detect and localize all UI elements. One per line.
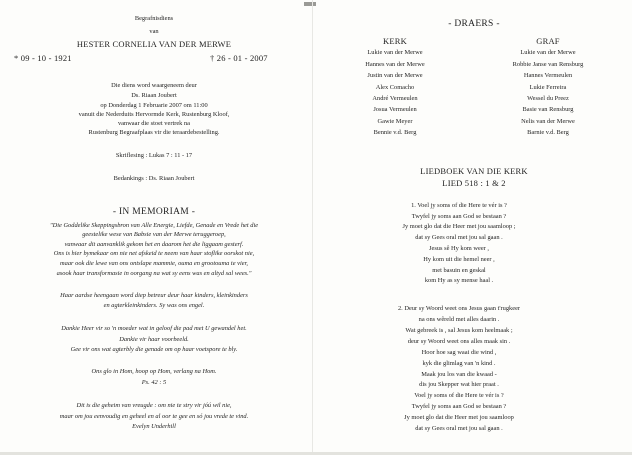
hymn-line: kyk die glimlag van 'n kind .	[422, 360, 496, 367]
hymn-line: Jesus sê Hy kom weer ,	[429, 245, 489, 252]
hymn-line: Maak jou los van die kwaad -	[421, 371, 497, 378]
service-line: vanwaar die stoet vertrek na	[117, 120, 191, 127]
page-fold	[312, 0, 313, 455]
hymn-line: Hy kom uit die hemel neer ,	[423, 256, 495, 263]
memoriam-line: Ons glo in Hom, hoop op Hom, verlang na Hom.	[91, 368, 217, 375]
memoriam-line: geestelike wese van Babsie van der Merwe teruggeroep,	[82, 231, 226, 238]
death-cross-icon: †	[210, 53, 215, 63]
hymn-line: dat sy Gees oral met jou sal gaan .	[415, 425, 503, 432]
service-line: op Donderdag 1 Februarie 2007 om 11:00	[100, 102, 208, 109]
memoriam-line: Ons is hier bymekaar om nie net afskeid te neem van haar stoflike oorskot nie,	[53, 250, 255, 257]
hymn-line: met basuin en geskal	[432, 267, 486, 274]
quote-author: Evelyn Underhill	[132, 423, 176, 430]
hymn-line: kom Hy as sy mense haal .	[424, 277, 494, 284]
hymn-line: Hoor hoe sag waai die wind ,	[421, 349, 497, 356]
memoriam-line: vanwaar dit aanvanklik gekom het en daarom het die liggaam gesterf.	[64, 241, 244, 248]
hymn-line: Wat gebreek is , sal Jesus kom heelmaak ;	[405, 327, 513, 334]
memoriam-line: Dit is die geheim van vreugde : om nie te stry vir jóú wil nie,	[76, 402, 232, 409]
memoriam-line: "Die Goddelike Skeppingsbron van Alle Energie, Liefde, Genade en Vrede het die	[49, 222, 259, 229]
memoriam-line: maar om jou eenvoudig en geheel en al oor te gee en só jou vrede te vind.	[59, 413, 249, 420]
hymn-line: dis jou Skepper wat hier praat .	[419, 381, 499, 388]
birth-date: 09 - 10 - 1921	[20, 53, 72, 63]
hymn-line: Twyfel jy soms aan God se bestaan ?	[411, 403, 507, 410]
staple-mark	[304, 2, 316, 6]
hymn-line: 2. Deur sy Woord weet ons Jesus gaan t'rugkeer	[397, 305, 521, 312]
grave-bearer: Hannes Vermeulen	[523, 72, 573, 79]
memoriam-line: maar ook die lewe van ons ontslape mammie, ouma en grootouma te vier,	[60, 260, 248, 267]
birth-star-icon: *	[14, 53, 19, 63]
memoriam-title: - IN MEMORIAM -	[112, 207, 196, 217]
scripture-reading: Skriflesing : Lukas 7 : 11 - 17	[115, 152, 193, 159]
hymn-line: Jy moet glo dat die Heer met jou saamloop	[404, 414, 514, 421]
service-line: Rustenburg Begraafplaas vir die teraardebestelling.	[88, 129, 220, 136]
bearers-title: - DRAERS -	[448, 19, 500, 29]
funeral-service-heading: Begrafnisdiens	[134, 15, 174, 22]
grave-bearer: Robbie Janse van Rensburg	[512, 61, 584, 68]
church-bearer: Justin van der Merwe	[367, 72, 423, 79]
thanks-line: Bedankings : Ds. Riaan Joubert	[113, 175, 195, 182]
church-bearer: Josua Vermeulen	[373, 106, 417, 113]
memoriam-line: en agterkleinkinders. Sy was ons engel.	[103, 302, 205, 309]
grave-bearer: Lukie Ferreira	[529, 84, 567, 91]
memoriam-line: Gee vir ons wat agterbly die genade om op haar voetspore te bly.	[70, 346, 238, 353]
church-bearer: Alex Comacho	[375, 84, 415, 91]
birth-line	[14, 54, 72, 63]
service-line: vanuit die Nederduits Hervormde Kerk, Rustenburg Kloof,	[78, 111, 230, 118]
hymn-line: dat sy Gees oral met jou sal gaan .	[415, 234, 503, 241]
hymn-line: Twyfel jy soms aan God se bestaan ?	[411, 213, 507, 220]
hymn-line: Jy moet glo dat die Heer met jou saamloop ;	[402, 223, 516, 230]
death-line	[210, 54, 268, 63]
hymn-line: deur sy Woord weet ons alles maak sin .	[407, 338, 511, 345]
deceased-name: HESTER CORNELIA VAN DER MERWE	[76, 39, 232, 49]
hymn-line: 1. Voel jy soms of die Here te vér is ?	[411, 202, 507, 209]
grave-bearer: Lukie van der Merwe	[520, 49, 576, 56]
church-bearer: Hannes van der Merwe	[365, 61, 425, 68]
grave-bearer: Barnie v.d. Berg	[527, 129, 569, 136]
memoriam-line: Dankie vir haar voorbeeld.	[119, 336, 189, 343]
hymn-reference: LIED 518 : 1 & 2	[442, 178, 506, 188]
death-date: 26 - 01 - 2007	[216, 53, 268, 63]
memoriam-line: asook haar transformasie in oorgang na wat sy eens was en altyd sal wees."	[56, 270, 252, 277]
service-line: Die diens word waargeneem deur	[111, 82, 197, 89]
grave-bearer: Nelis van der Merwe	[521, 118, 575, 125]
hymn-line: Voel jy soms of die Here te vér is ?	[414, 392, 504, 399]
hymnbook-title: LIEDBOEK VAN DIE KERK	[420, 166, 528, 176]
memoriam-line: Dankie Heer vir so 'n moeder wat in geloof die pad met U gewandel het.	[61, 325, 247, 332]
church-bearer: André Vermeulen	[372, 95, 418, 102]
church-heading: KERK	[383, 36, 407, 46]
service-line: Ds. Riaan Joubert	[131, 92, 177, 99]
church-bearer: Bennie v.d. Berg	[373, 129, 417, 136]
of-label: van	[149, 28, 159, 35]
psalm-reference: Ps. 42 : 5	[141, 379, 167, 386]
grave-bearer: Wessel du Preez	[527, 95, 569, 102]
church-bearer: Lukie van der Merwe	[367, 49, 423, 56]
memoriam-line: Haar aardse heengaan word diep betreur deur haar kinders, kleinkinders	[60, 292, 248, 299]
hymn-line: na ons wêreld met alles daarin .	[418, 316, 500, 323]
grave-bearer: Basie van Rensburg	[522, 106, 574, 113]
church-bearer: Gawie Meyer	[377, 118, 413, 125]
grave-heading: GRAF	[536, 36, 560, 46]
